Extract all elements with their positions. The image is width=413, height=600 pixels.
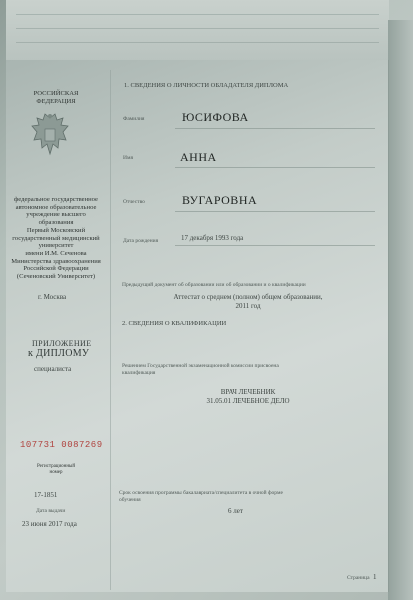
birth-date-rule <box>175 245 375 246</box>
decision-line2: квалификация <box>122 370 156 376</box>
name-rule <box>175 167 375 168</box>
patronymic-label: Отчество <box>123 199 145 205</box>
name-value: АННА <box>180 150 217 164</box>
surname-rule <box>175 128 375 129</box>
page-number: 1 <box>373 573 377 581</box>
surname-value: ЮСИФОВА <box>182 110 249 124</box>
section2-title: 2. СВЕДЕНИЯ О КВАЛИФИКАЦИИ <box>122 320 227 327</box>
page-edge <box>388 20 413 600</box>
registration-number: 17-1851 <box>34 491 58 499</box>
previous-document-label: Предыдущий документ об образовании или об образовании и о квалификации <box>122 282 306 288</box>
study-term-line2: обучения <box>119 497 141 503</box>
birth-date-value: 17 декабря 1993 года <box>181 234 244 242</box>
decision-line1: Решением Государственной экзаменационной комиссии присвоена <box>122 363 279 369</box>
section1-title: 1. СВЕДЕНИЯ О ЛИЧНОСТИ ОБЛАДАТЕЛЯ ДИПЛОМА <box>124 82 289 89</box>
country-name: РОССИЙСКАЯ ФЕДЕРАЦИЯ <box>33 90 79 105</box>
study-term-value: 6 лет <box>228 507 243 515</box>
column-divider <box>110 70 111 590</box>
issue-date: 23 июня 2017 года <box>22 520 77 528</box>
serial-number: 107731 0087269 <box>20 440 103 450</box>
previous-document-line1: Аттестат о среднем (полном) общем образовании, <box>173 293 323 301</box>
previous-document-line2: 2011 год <box>235 302 261 310</box>
issue-date-label: Дата выдачи <box>36 508 66 514</box>
qualification-line1: ВРАЧ ЛЕЧЕБНИК <box>220 388 276 396</box>
registration-label: Регистрационный номер <box>36 464 76 475</box>
city: г. Москва <box>38 293 67 301</box>
study-term-line1: Срок освоения программы бакалавриата/специалитета в очной форме <box>119 490 283 496</box>
appendix-title-line1: ПРИЛОЖЕНИЕ <box>32 339 92 348</box>
institution-name: федеральное государственное автономное образовательное учреждение высшего образования Первый Московский государственный медицинский университет имени И.М. Сеченова Министерства здравоохранения Российской Федерации (Сеченовский Университет) <box>11 196 101 281</box>
surname-label: Фамилия <box>123 116 145 122</box>
degree-level: специалиста <box>34 365 72 373</box>
name-label: Имя <box>123 155 133 161</box>
birth-date-label: Дата рождения <box>123 238 159 244</box>
coat-of-arms-icon <box>28 112 72 158</box>
overlapping-sheet <box>6 0 389 61</box>
qualification-line2: 31.05.01 ЛЕЧЕБНОЕ ДЕЛО <box>206 397 290 405</box>
appendix-title-line2: к ДИПЛОМУ <box>28 348 90 359</box>
patronymic-rule <box>175 211 375 212</box>
patronymic-value: ВУГАРОВНА <box>182 193 258 207</box>
page-label: Страница <box>347 575 370 581</box>
